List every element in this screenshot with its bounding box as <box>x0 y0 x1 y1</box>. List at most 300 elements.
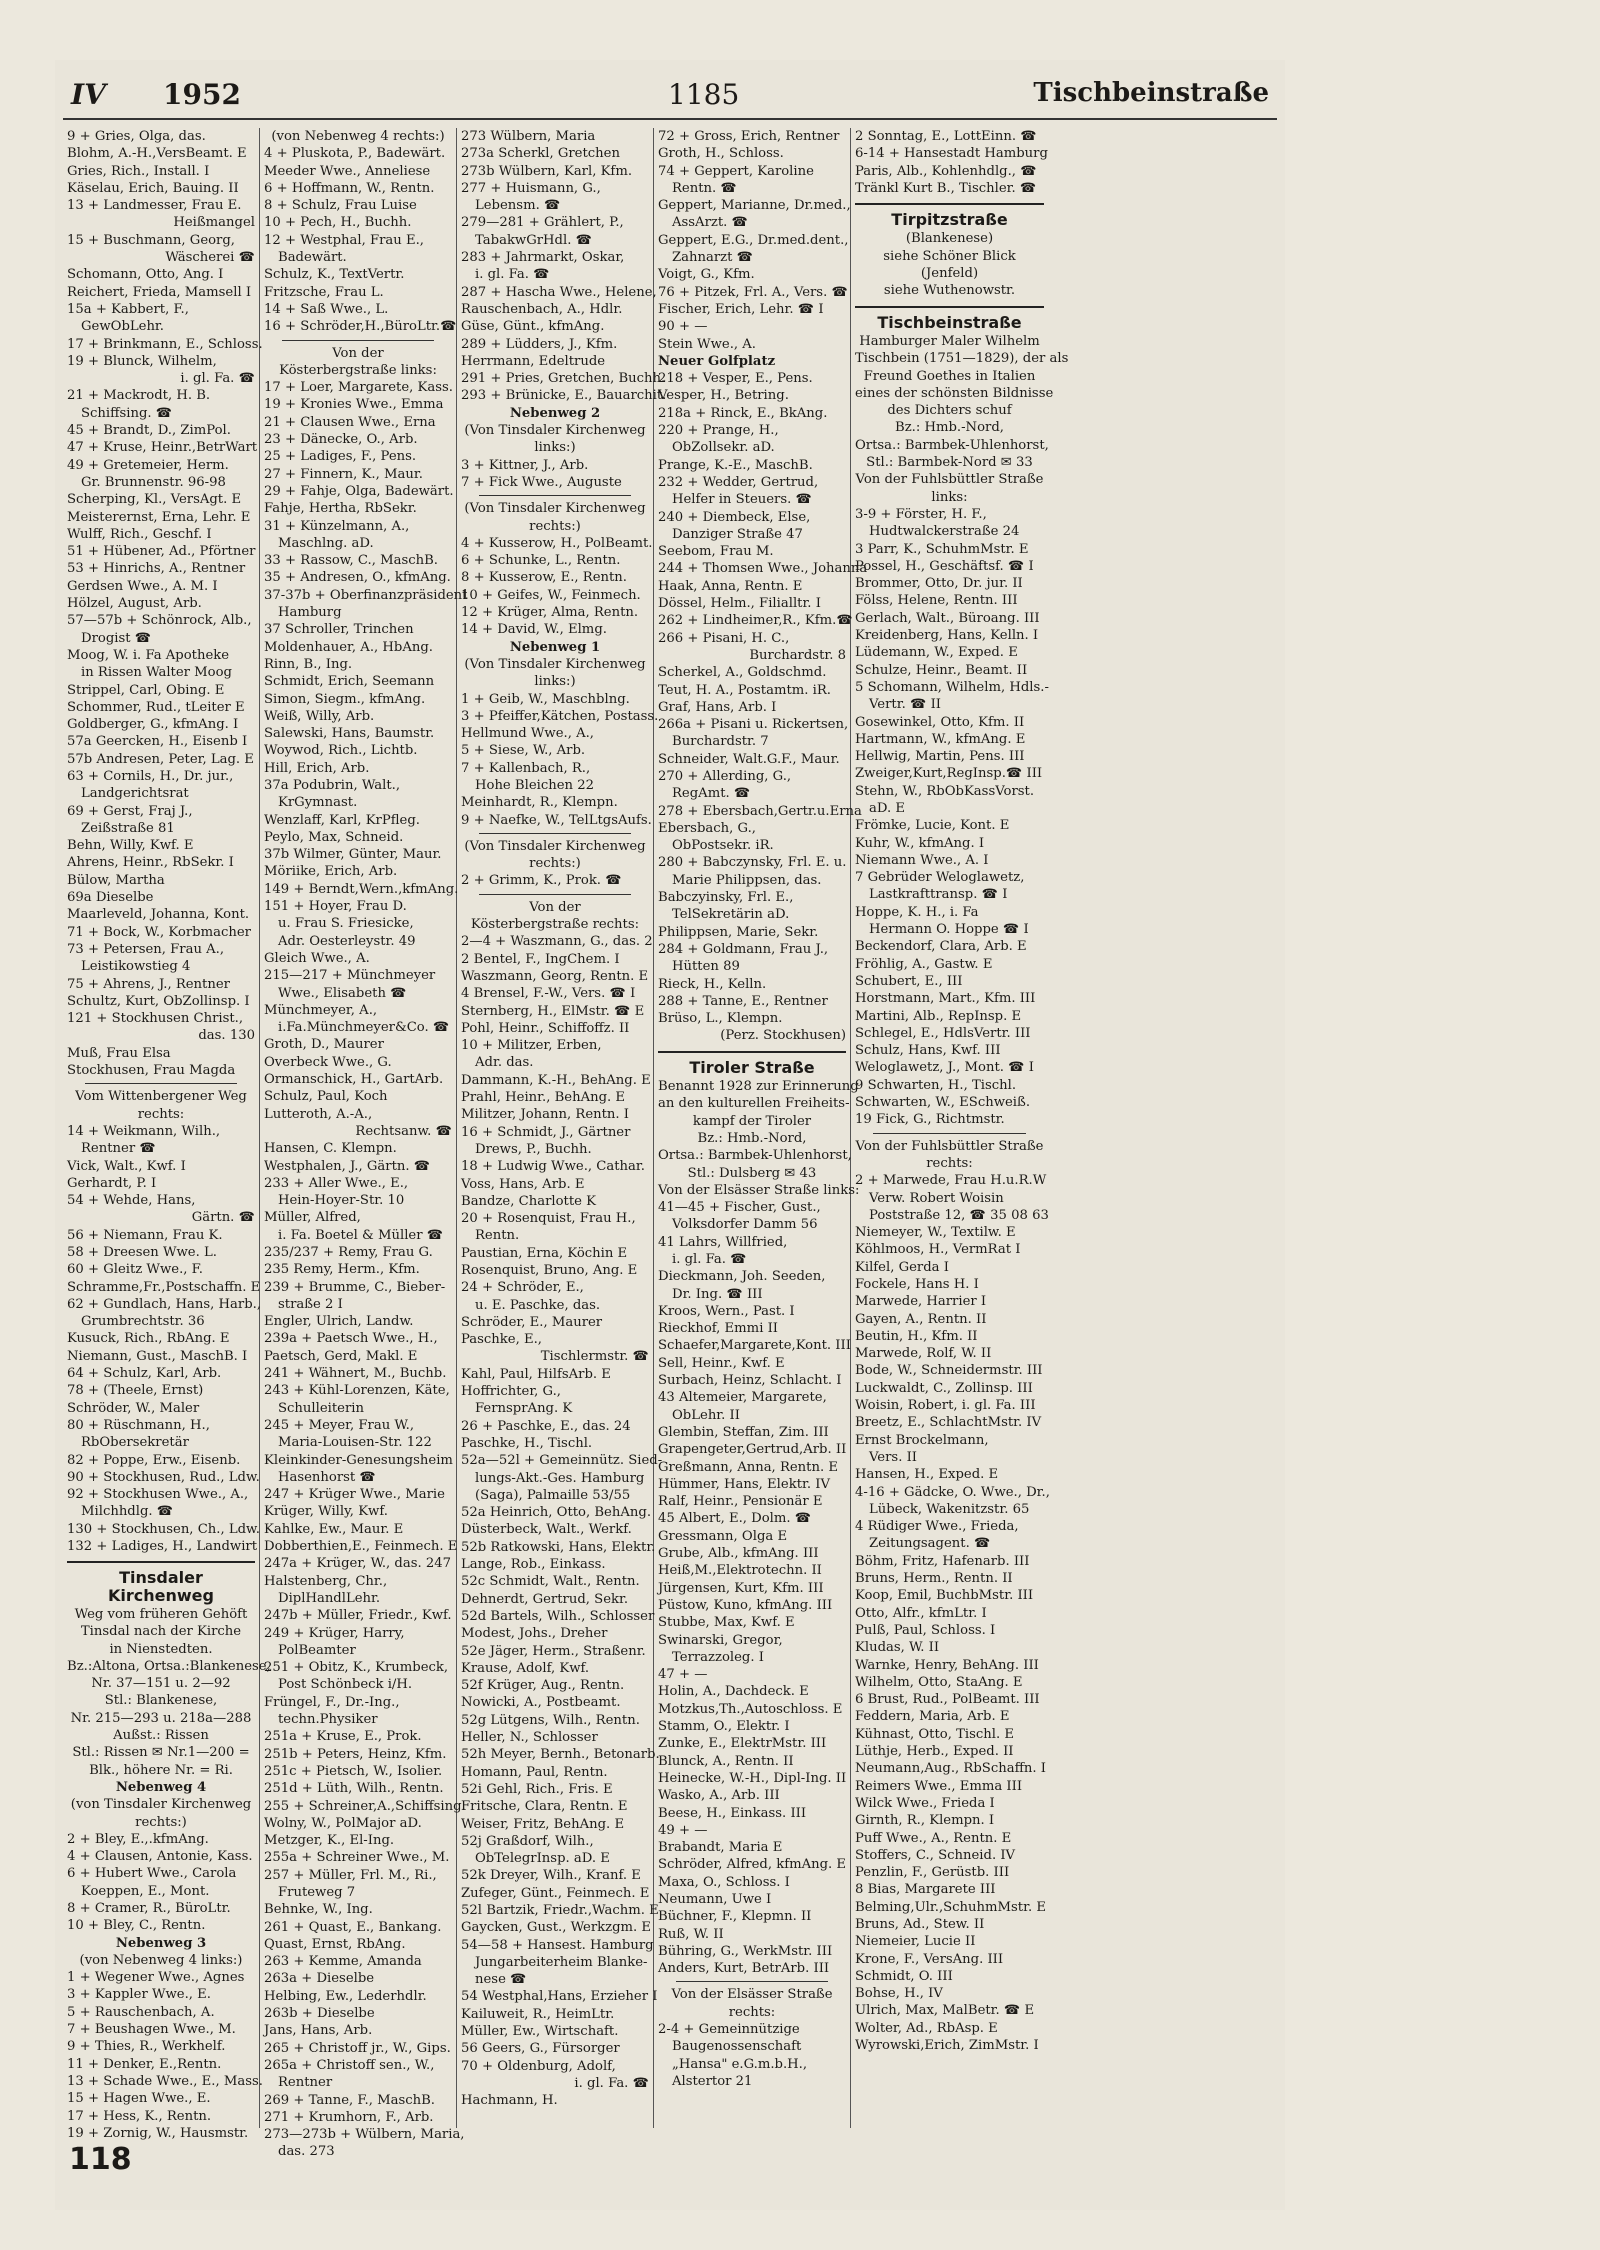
directory-entry: Alstertor 21 <box>672 2073 753 2089</box>
directory-entry: Schröder, Alfred, kfmAng. E <box>658 1857 847 1873</box>
directory-entry: Schaefer,Margarete,Kont. III <box>658 1338 851 1354</box>
directory-entry: Graf, Hans, Arb. I <box>658 699 777 715</box>
directory-entry: Kuhr, W., kfmAng. I <box>855 835 985 851</box>
directory-entry: Moog, W. i. Fa Apotheke <box>67 647 230 663</box>
directory-entry: Rieck, H., Kelln. <box>658 976 767 992</box>
directory-entry: Metzger, K., El-Ing. <box>264 1833 395 1849</box>
directory-entry: Geppert, Marianne, Dr.med., <box>658 198 851 214</box>
directory-entry: (Perz. Stockhusen) <box>720 1028 846 1044</box>
directory-entry: 241 + Wähnert, M., Buchb. <box>264 1366 447 1382</box>
directory-entry: Lebensm. ☎ <box>475 198 561 214</box>
section-note: Bz.: Hmb.-Nord, <box>697 1130 807 1146</box>
directory-entry: Rinn, B., Ing. <box>264 656 353 672</box>
directory-entry: Kühnast, Otto, Tischl. E <box>855 1726 1014 1742</box>
directory-entry: 279—281 + Grählert, P., <box>461 215 624 231</box>
directory-entry: 2 + Marwede, Frau H.u.R.W <box>855 1173 1047 1189</box>
directory-entry: 273b Wülbern, Karl, Kfm. <box>461 163 633 179</box>
directory-entry: 15a + Kabbert, F., <box>67 301 189 317</box>
section-note: (von Nebenweg 4 rechts:) <box>271 129 445 144</box>
directory-entry: Vick, Walt., Kwf. I <box>67 1158 186 1174</box>
directory-entry: Schulz, Hans, Kwf. III <box>855 1043 1001 1059</box>
directory-entry: Münchmeyer, A., <box>264 1002 378 1018</box>
directory-entry: Schommer, Rud., tLeiter E <box>67 699 245 715</box>
directory-entry: Köhlmoos, H., VermRat I <box>855 1242 1021 1258</box>
directory-entry: Hermann O. Hoppe ☎ I <box>869 922 1029 938</box>
directory-entry: Penzlin, F., Gerüstb. III <box>855 1865 1010 1881</box>
directory-entry: Fischer, Erich, Lehr. ☎ I <box>658 301 824 317</box>
directory-entry: Voigt, G., Kfm. <box>658 267 755 283</box>
directory-entry: 3 + Pfeiffer,Kätchen, Postass. <box>461 708 659 724</box>
directory-entry: 4 + Kusserow, H., PolBeamt. <box>461 535 653 551</box>
directory-entry: 263 + Kemme, Amanda <box>264 1954 422 1970</box>
section-note: eines der schönsten Bildnisse <box>855 385 1054 401</box>
directory-entry: Gärtn. ☎ <box>191 1210 255 1226</box>
directory-entry: 45 + Brandt, D., ZimPol. <box>67 423 231 439</box>
section-note: siehe Schöner Blick <box>883 248 1016 264</box>
directory-entry: 35 + Andresen, O., kfmAng. <box>264 570 451 586</box>
directory-entry: Otto, Alfr., kfmLtr. I <box>855 1605 987 1621</box>
directory-entry: 37 Schroller, Trinchen <box>264 622 414 638</box>
directory-entry: Gayen, A., Rentn. II <box>855 1311 987 1327</box>
directory-entry: Reimers Wwe., Emma III <box>855 1778 1023 1794</box>
directory-entry: Post Schönbeck i/H. <box>278 1677 413 1693</box>
directory-entry: Kroos, Wern., Past. I <box>658 1303 795 1319</box>
directory-entry: 291 + Pries, Gretchen, Buchh. <box>461 371 666 387</box>
directory-entry: 262 + Lindheimer,R., Kfm.☎ <box>658 613 853 629</box>
directory-entry: Ulrich, Max, MalBetr. ☎ E <box>855 2003 1035 2019</box>
section-note: des Dichters schuf <box>887 403 1012 419</box>
directory-entry: RbObersekretär <box>81 1435 189 1451</box>
directory-entry: Burchardstr. 8 <box>749 647 846 663</box>
directory-entry: 19 Fick, G., Richtmstr. <box>855 1112 1005 1128</box>
directory-entry: 54 + Wehde, Hans, <box>67 1193 196 1209</box>
directory-entry: 52a Heinrich, Otto, BehAng. <box>461 1505 652 1521</box>
section-note: rechts: <box>926 1155 973 1171</box>
directory-entry: Düsterbeck, Walt., Werkf. <box>461 1522 632 1538</box>
directory-entry: 8 Bias, Margarete III <box>855 1882 996 1898</box>
directory-entry: 251b + Peters, Heinz, Kfm. <box>264 1746 447 1762</box>
section-note: Von der Elsässer Straße <box>671 1987 833 2003</box>
directory-entry: Girnth, R., Klempn. I <box>855 1813 995 1829</box>
directory-entry: Koop, Emil, BuchbMstr. III <box>855 1588 1034 1604</box>
street-heading: Tinsdaler Kirchenweg <box>108 1568 214 1605</box>
directory-entry: das. 273 <box>278 2144 335 2160</box>
directory-entry: DiplHandlLehr. <box>278 1590 381 1606</box>
section-note: (von Nebenweg 4 links:) <box>79 1952 243 1968</box>
directory-entry: Koeppen, E., Mont. <box>81 1883 210 1899</box>
section-note: Von der Elsässer Straße links: <box>658 1182 860 1198</box>
section-note: Bz.: Hmb.-Nord, <box>895 420 1004 436</box>
directory-entry: 233 + Aller Wwe., E., <box>264 1175 409 1191</box>
directory-entry: Zeitungsagent. ☎ <box>869 1536 991 1552</box>
directory-entry: Gressmann, Olga E <box>658 1528 788 1544</box>
directory-entry: 9 Schwarten, H., Tischl. <box>855 1077 1017 1093</box>
street-title: Tischbeinstraße <box>1033 78 1269 108</box>
directory-entry: Volksdorfer Damm 56 <box>672 1217 818 1233</box>
directory-entry: 82 + Poppe, Erw., Eisenb. <box>67 1452 241 1468</box>
directory-entry: Paetsch, Gerd, Makl. E <box>264 1348 418 1364</box>
section-note: rechts:) <box>529 518 581 534</box>
directory-entry: 37-37b + Oberfinanzpräsident <box>264 587 468 603</box>
directory-entry: 261 + Quast, E., Bankang. <box>264 1919 442 1935</box>
directory-entry: 4-16 + Gädcke, O. Wwe., Dr., <box>855 1484 1050 1500</box>
directory-entry: 12 + Krüger, Alma, Rentn. <box>461 605 639 621</box>
directory-entry: 255 + Schreiner,A.,Schiffsing. <box>264 1798 466 1814</box>
directory-entry: Rauschenbach, A., Hdlr. <box>461 301 623 317</box>
directory-entry: Stockhusen, Frau Magda <box>67 1063 236 1079</box>
directory-entry: 60 + Gleitz Wwe., F. <box>67 1262 203 1278</box>
directory-entry: Horstmann, Mart., Kfm. III <box>855 991 1036 1007</box>
directory-entry: 255a + Schreiner Wwe., M. <box>264 1850 450 1866</box>
directory-entry: 21 + Clausen Wwe., Erna <box>264 414 436 430</box>
directory-entry: Fritsche, Clara, Rentn. E <box>461 1799 628 1815</box>
directory-entry: 218 + Vesper, E., Pens. <box>658 371 813 387</box>
directory-entry: Gr. Brunnenstr. 96-98 <box>81 474 226 490</box>
directory-entry: 11 + Denker, E.,Rentn. <box>67 2056 222 2072</box>
directory-entry: Meeder Wwe., Anneliese <box>264 163 431 179</box>
directory-entry: Schiffsing. ☎ <box>81 405 173 421</box>
directory-entry: Reichert, Frieda, Mamsell I <box>67 284 252 300</box>
directory-entry: Behnke, W., Ing. <box>264 1902 373 1918</box>
directory-entry: Adr. das. <box>475 1055 534 1071</box>
directory-entry: 41—45 + Fischer, Gust., <box>658 1200 821 1216</box>
directory-entry: 47 + — <box>658 1667 708 1683</box>
directory-entry: 52f Krüger, Aug., Rentn. <box>461 1678 625 1694</box>
directory-entry: Vers. II <box>869 1449 917 1465</box>
directory-entry: in Rissen Walter Moog <box>81 665 232 681</box>
directory-entry: 33 + Rassow, C., MaschB. <box>264 553 438 569</box>
section-note: Stl.: Rissen ✉ Nr.1—200 = <box>72 1745 250 1761</box>
directory-entry: 52j Graßdorf, Wilh., <box>461 1833 594 1849</box>
directory-entry: 29 + Fahje, Olga, Badewärt. <box>264 483 454 499</box>
directory-entry: Paris, Alb., Kohlenhdlg., ☎ <box>855 163 1037 179</box>
directory-entry: 52d Bartels, Wilh., Schlosser <box>461 1608 655 1624</box>
directory-entry: Zweiger,Kurt,RegInsp.☎ III <box>855 766 1043 782</box>
directory-entry: Milchhdlg. ☎ <box>81 1504 174 1520</box>
directory-entry: Weiser, Fritz, BehAng. E <box>461 1816 625 1832</box>
directory-entry: Philippsen, Marie, Sekr. <box>658 924 819 940</box>
directory-entry: 271 + Krumhorn, F., Arb. <box>264 2109 434 2125</box>
directory-entry: Gleich Wwe., A. <box>264 950 370 966</box>
directory-entry: Fockele, Hans H. I <box>855 1277 979 1292</box>
directory-entry: Dr. Ing. ☎ III <box>672 1286 763 1302</box>
directory-entry: Krause, Adolf, Kwf. <box>461 1660 590 1676</box>
section-note: Nr. 215—293 u. 218a—288 <box>70 1710 252 1726</box>
section-note: rechts: <box>728 2004 776 2020</box>
section-note: Nebenweg 1 <box>509 639 601 655</box>
directory-entry: Blunck, A., Rentn. II <box>658 1753 794 1769</box>
directory-entry: 17 + Brinkmann, E., Schloss. <box>67 336 263 352</box>
directory-entry: 19 + Zornig, W., Hausmstr. <box>67 2125 249 2141</box>
directory-entry: Dehnerdt, Gertrud, Sekr. <box>461 1591 629 1607</box>
directory-entry: Luckwaldt, C., Zollinsp. III <box>855 1380 1033 1396</box>
directory-entry: i. gl. Fa. ☎ <box>180 371 255 387</box>
directory-entry: Waszmann, Georg, Rentn. E <box>461 968 649 984</box>
directory-entry: Ahrens, Heinr., RbSekr. I <box>67 855 234 871</box>
directory-entry: nese ☎ <box>475 1972 527 1988</box>
directory-entry: 10 + Pech, H., Buchh. <box>264 215 412 231</box>
directory-entry: Maxa, O., Schloss. I <box>658 1874 790 1890</box>
section-note: Von der <box>529 899 581 915</box>
directory-entry: 7 + Beushagen Wwe., M. <box>67 2022 236 2038</box>
divider <box>479 833 631 834</box>
directory-entry: Vesper, H., Betring. <box>658 388 789 404</box>
directory-entry: Gerlach, Walt., Büroang. III <box>855 610 1040 626</box>
directory-entry: 72 + Gross, Erich, Rentner <box>658 129 840 144</box>
directory-entry: Hütten 89 <box>672 959 740 975</box>
directory-entry: 53 + Hinrichs, A., Rentner <box>67 561 246 577</box>
directory-entry: Gaycken, Gust., Werkzgm. E <box>461 1920 652 1936</box>
directory-entry: Bode, W., Schneidermstr. III <box>855 1363 1043 1379</box>
section-note: Kösterbergstraße links: <box>279 362 437 378</box>
directory-entry: Burchardstr. 7 <box>672 734 769 750</box>
directory-entry: Militzer, Johann, Rentn. I <box>461 1107 630 1123</box>
directory-entry: Fritzsche, Frau L. <box>264 284 384 300</box>
section-note: Tischbein (1751—1829), der als <box>855 351 1069 367</box>
directory-entry: i.Fa.Münchmeyer&Co. ☎ <box>278 1020 450 1036</box>
directory-entry: 14 + David, W., Elmg. <box>461 622 607 638</box>
directory-entry: Güse, Günt., kfmAng. <box>461 319 605 335</box>
directory-entry: Wilhelm, Otto, StaAng. E <box>855 1674 1023 1690</box>
directory-entry: Salewski, Hans, Baumstr. <box>264 726 435 742</box>
directory-entry: Strippel, Carl, Obing. E <box>67 682 225 698</box>
directory-entry: Marie Philippsen, das. <box>672 872 822 888</box>
directory-entry: 280 + Babczynsky, Frl. E. u. <box>658 855 847 871</box>
directory-entry: Herrmann, Edeltrude <box>461 353 606 369</box>
directory-entry: 18 + Ludwig Wwe., Cathar. <box>461 1159 645 1175</box>
page-header <box>63 66 1277 126</box>
directory-entry: Möriike, Erich, Arb. <box>264 864 398 880</box>
directory-entry: Groth, D., Maurer <box>264 1037 384 1053</box>
directory-entry: 27 + Finnern, K., Maur. <box>264 466 423 482</box>
directory-entry: 45 Albert, E., Dolm. ☎ <box>658 1511 812 1527</box>
section-note: (Von Tinsdaler Kirchenweg <box>464 423 646 439</box>
section-note: Hamburger Maler Wilhelm <box>859 333 1040 349</box>
directory-entry: Badewärt. <box>278 250 347 266</box>
directory-entry: Hohe Bleichen 22 <box>475 777 595 793</box>
street-heading: Tischbeinstraße <box>877 312 1022 332</box>
directory-entry: 52k Dreyer, Wilh., Kranf. E <box>461 1868 641 1884</box>
directory-entry: Lüthje, Herb., Exped. II <box>855 1744 1014 1760</box>
directory-entry: Overbeck Wwe., G. <box>264 1054 392 1070</box>
directory-entry: 7 Gebrüder Weloglawetz, <box>855 870 1025 886</box>
directory-entry: 6 + Hubert Wwe., Carola <box>67 1866 237 1882</box>
directory-entry: i. gl. Fa. ☎ <box>672 1252 747 1267</box>
directory-entry: PolBeamter <box>278 1642 356 1658</box>
directory-entry: Zufeger, Günt., Feinmech. E <box>461 1885 650 1901</box>
directory-entry: Böhm, Fritz, Hafenarb. III <box>855 1553 1030 1569</box>
directory-entry: 14 + Weikmann, Wilh., <box>67 1123 221 1139</box>
directory-entry: 4 Rüdiger Wwe., Frieda, <box>855 1519 1019 1535</box>
directory-entry: Landgerichtsrat <box>81 786 189 802</box>
directory-entry: 56 + Niemann, Frau K. <box>67 1227 223 1243</box>
directory-entry: Helfer in Steuers. ☎ <box>672 492 812 508</box>
directory-entry: Kailuweit, R., HeimLtr. <box>461 2006 615 2022</box>
directory-entry: Hasenhorst ☎ <box>278 1469 376 1485</box>
directory-entry: 37a Podubrin, Walt., <box>264 777 401 793</box>
directory-entry: Früngel, F., Dr.-Ing., <box>264 1694 400 1710</box>
directory-entry: Haak, Anna, Rentn. E <box>658 578 803 594</box>
section-note: Ortsa.: Barmbek-Uhlenhorst, <box>658 1148 852 1164</box>
directory-entry: 5 + Rauschenbach, A. <box>67 2004 215 2020</box>
directory-entry: 277 + Huismann, G., <box>461 180 601 196</box>
directory-entry: 56 Geers, G., Fürsorger <box>461 2041 620 2057</box>
directory-entry: u. Frau S. Friesicke, <box>278 916 414 932</box>
directory-entry: 10 + Militzer, Erben, <box>461 1038 602 1054</box>
directory-entry: Paschke, E., <box>461 1332 542 1348</box>
directory-entry: Quast, Ernst, RbAng. <box>264 1936 406 1952</box>
directory-entry: Heißmangel <box>173 215 255 231</box>
column-3 <box>457 128 667 2128</box>
directory-entry: Voss, Hans, Arb. E <box>461 1176 585 1192</box>
directory-entry: 15 + Hagen Wwe., E. <box>67 2091 211 2107</box>
directory-entry: Niemann Wwe., A. I <box>855 852 989 868</box>
section-note: Von der Fuhlsbüttler Straße <box>855 472 1044 488</box>
directory-columns <box>63 128 1277 2160</box>
directory-entry: 273a Scherkl, Gretchen <box>461 146 620 162</box>
directory-entry: 58 + Dreesen Wwe. L. <box>67 1245 217 1260</box>
directory-entry: Halstenberg, Chr., <box>264 1573 388 1589</box>
directory-entry: 52a—52l + Gemeinnütz. Sied- <box>461 1453 663 1469</box>
directory-entry: das. 130 <box>198 1028 255 1044</box>
directory-entry: 2 Sonntag, E., LottEinn. ☎ <box>855 129 1037 144</box>
section-note: links:) <box>534 674 576 690</box>
directory-entry: 62 + Gundlach, Hans, Harb., <box>67 1296 262 1312</box>
directory-entry: Ralf, Heinr., Pensionär E <box>658 1494 823 1510</box>
column-4 <box>654 128 868 2128</box>
section-note: Stl.: Dulsberg ✉ 43 <box>687 1165 817 1181</box>
directory-entry: 23 + Dänecke, O., Arb. <box>264 432 418 448</box>
directory-entry: (Saga), Palmaille 53/55 <box>475 1487 631 1503</box>
directory-entry: 13 + Landmesser, Frau E. <box>67 198 242 214</box>
directory-entry: Wulff, Rich., Geschf. I <box>67 526 212 542</box>
directory-entry: 75 + Ahrens, J., Rentner <box>67 976 230 992</box>
directory-entry: Tischlermstr. ☎ <box>540 1349 649 1365</box>
directory-entry: Puff Wwe., A., Rentn. E <box>855 1830 1012 1846</box>
divider <box>658 1051 846 1053</box>
directory-entry: Niemeyer, W., Textilw. E <box>855 1225 1016 1241</box>
directory-entry: Paustian, Erna, Köchin E <box>461 1245 628 1261</box>
section-note: Freund Goethes in Italien <box>863 368 1036 384</box>
directory-entry: Poststraße 12, ☎ 35 08 63 <box>869 1207 1049 1223</box>
directory-entry: Kleinkinder-Genesungsheim <box>264 1452 453 1468</box>
directory-entry: Wilck Wwe., Frieda I <box>855 1795 995 1811</box>
directory-entry: Adr. Oesterleystr. 49 <box>278 933 416 949</box>
directory-entry: Neumann,Aug., RbSchaffn. I <box>855 1761 1047 1777</box>
directory-entry: 70 + Oldenburg, Adolf, <box>461 2058 616 2074</box>
directory-entry: 270 + Allerding, G., <box>658 768 792 784</box>
directory-entry: 71 + Bock, W., Korbmacher <box>67 924 251 940</box>
section-note: an den kulturellen Freiheits- <box>658 1096 850 1112</box>
divider <box>479 894 631 895</box>
directory-entry: 54 Westphal,Hans, Erzieher I <box>461 1989 658 2005</box>
directory-entry: Jürgensen, Kurt, Kfm. III <box>658 1580 824 1596</box>
directory-entry: Danziger Straße 47 <box>672 526 803 542</box>
directory-entry: Rentner <box>278 2075 333 2091</box>
section-note: Stl.: Blankenese, <box>104 1693 218 1709</box>
directory-entry: Rieckhof, Emmi II <box>658 1321 779 1337</box>
directory-entry: Sternberg, H., ElMstr. ☎ E <box>461 1003 645 1019</box>
directory-entry: 9 + Thies, R., Werkhelf. <box>67 2039 226 2055</box>
directory-entry: Swinarski, Gregor, <box>658 1632 783 1648</box>
directory-entry: Hansen, H., Exped. E <box>855 1467 999 1483</box>
directory-entry: Rentn. <box>475 1228 520 1244</box>
directory-entry: 51 + Hübener, Ad., Pförtner <box>67 544 256 560</box>
year-label: 1952 <box>163 78 241 111</box>
directory-entry: 52c Schmidt, Walt., Rentn. <box>461 1574 640 1590</box>
directory-entry: Paschke, H., Tischl. <box>461 1435 593 1451</box>
header-rule <box>63 118 1277 120</box>
section-note: Nebenweg 2 <box>509 405 601 421</box>
directory-entry: 4 + Clausen, Antonie, Kass. <box>67 1849 253 1865</box>
section-note: links: <box>931 489 968 505</box>
directory-entry: 4 Brensel, F.-W., Vers. ☎ I <box>461 986 636 1002</box>
directory-entry: 17 + Loer, Margarete, Kass. <box>264 380 453 396</box>
directory-entry: 247b + Müller, Friedr., Kwf. <box>264 1608 452 1624</box>
directory-entry: 25 + Ladiges, F., Pens. <box>264 449 417 465</box>
directory-entry: Jungarbeiterheim Blanke- <box>475 1954 648 1970</box>
directory-entry: 6-14 + Hansestadt Hamburg <box>855 146 1048 162</box>
directory-entry: 289 + Lüdders, J., Kfm. <box>461 336 618 352</box>
directory-entry: Fruteweg 7 <box>278 1884 356 1900</box>
section-note: rechts: <box>137 1106 185 1122</box>
directory-entry: 2—4 + Waszmann, G., das. 2 <box>461 934 653 950</box>
directory-entry: Drews, P., Buchh. <box>475 1141 592 1157</box>
column-1 <box>63 128 271 2141</box>
directory-entry: 218a + Rinck, E., BkAng. <box>658 405 828 421</box>
footer-page-label: 118 <box>69 2142 132 2177</box>
directory-entry: Breetz, E., SchlachtMstr. IV <box>855 1415 1042 1431</box>
directory-entry: Woywod, Rich., Lichtb. <box>264 743 418 759</box>
directory-entry: Schmidt, O. III <box>855 1968 953 1984</box>
directory-entry: Sell, Heinr., Kwf. E <box>658 1355 785 1371</box>
directory-entry: Schröder, W., Maler <box>67 1400 200 1416</box>
directory-entry: Püstow, Kuno, kfmAng. III <box>658 1597 833 1613</box>
section-note: (Jenfeld) <box>920 266 979 282</box>
directory-entry: 239 + Brumme, C., Bieber- <box>264 1279 446 1295</box>
directory-entry: Brabandt, Maria E <box>658 1840 783 1856</box>
directory-entry: 64 + Schulz, Karl, Arb. <box>67 1366 222 1382</box>
directory-entry: Prahl, Heinr., BehAng. E <box>461 1090 626 1106</box>
directory-entry: Muß, Frau Elsa <box>67 1045 171 1061</box>
directory-entry: Hamburg <box>278 605 342 621</box>
directory-entry: Bülow, Martha <box>67 872 165 888</box>
directory-entry: 243 + Kühl-Lorenzen, Käte, <box>264 1383 450 1399</box>
directory-entry: Holin, A., Dachdeck. E <box>658 1684 809 1700</box>
directory-entry: 17 + Hess, K., Rentn. <box>67 2108 212 2124</box>
directory-entry: 57a Geercken, H., Eisenb I <box>67 734 248 750</box>
directory-entry: Rentn. ☎ <box>672 180 737 196</box>
directory-entry: Stehn, W., RbObKassVorst. <box>855 783 1035 799</box>
directory-entry: 273—273b + Wülbern, Maria, <box>264 2127 465 2143</box>
section-note: Nebenweg 4 <box>115 1779 207 1795</box>
directory-entry: ObPostsekr. iR. <box>672 838 774 854</box>
directory-entry: 263a + Dieselbe <box>264 1971 375 1987</box>
directory-entry: 266 + Pisani, H. C., <box>658 630 790 646</box>
directory-entry: i. gl. Fa. ☎ <box>475 267 550 283</box>
divider <box>479 495 631 496</box>
directory-entry: Neumann, Uwe I <box>658 1891 772 1907</box>
directory-entry: ObLehr. II <box>672 1407 740 1423</box>
directory-entry: Bühring, G., WerkMstr. III <box>658 1943 833 1959</box>
directory-entry: i. Fa. Boetel & Müller ☎ <box>278 1227 444 1243</box>
directory-entry: Bruns, Herm., Rentn. II <box>855 1571 1013 1587</box>
directory-entry: 76 + Pitzek, Frl. A., Vers. ☎ <box>658 284 848 300</box>
directory-entry: 278 + Ebersbach,Gertr.u.Erna <box>658 803 862 819</box>
directory-entry: Scherkel, A., Goldschmd. <box>658 665 827 681</box>
directory-entry: Grapengeter,Gertrud,Arb. II <box>658 1442 847 1458</box>
directory-entry: Zeißstraße 81 <box>81 820 175 836</box>
